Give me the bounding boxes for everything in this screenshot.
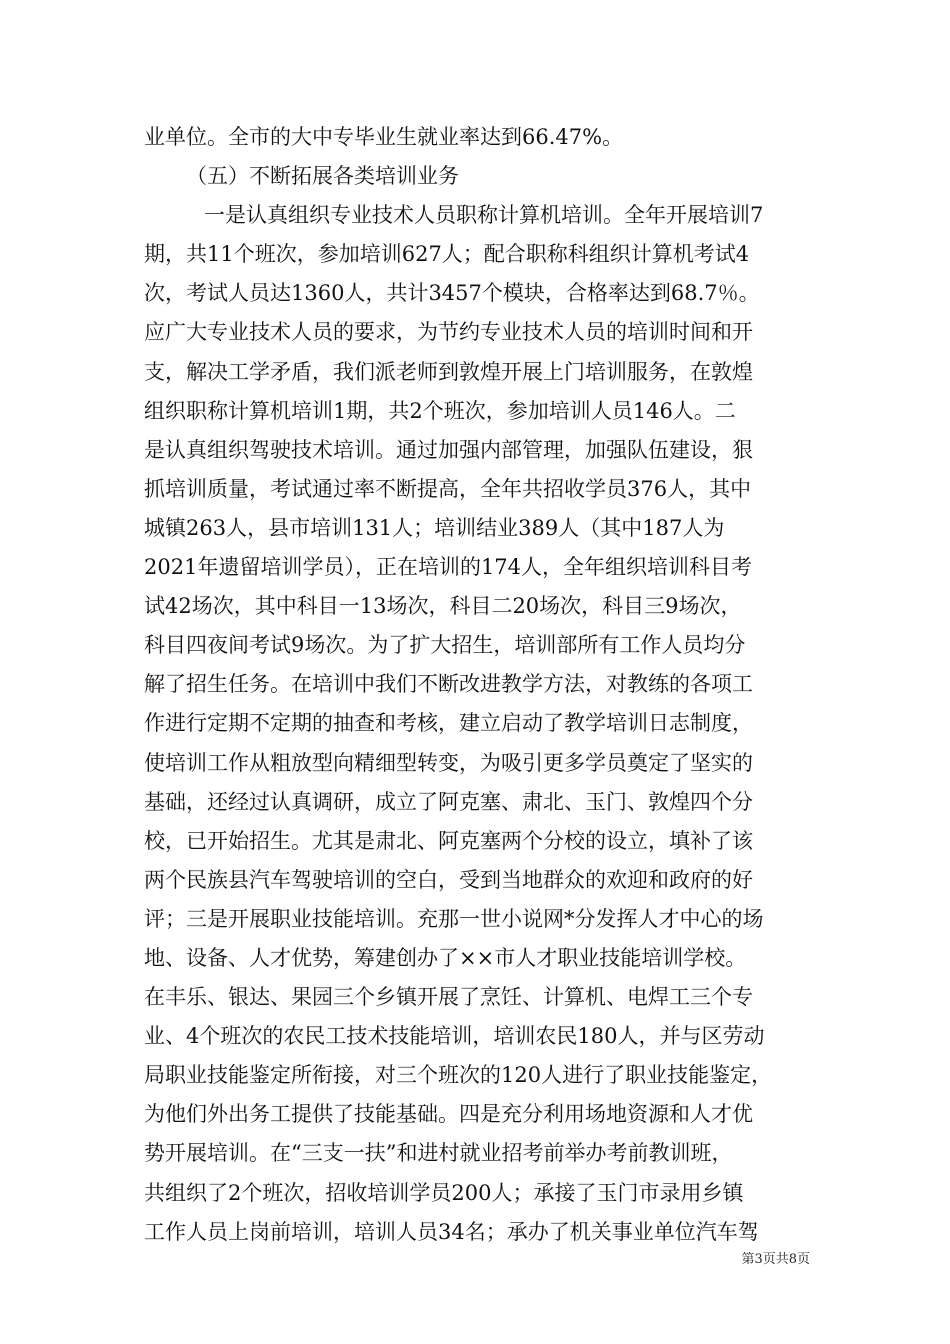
text-line: 作进行定期不定期的抽查和考核，建立启动了教学培训日志制度， (144, 711, 753, 736)
page-number-footer: 第3页共8页 (741, 1252, 810, 1267)
text-line: 评；三是开展职业技能培训。充那一世小说网*分发挥人才中心的场 (144, 906, 764, 931)
text-line: 是认真组织驾驶技术培训。通过加强内部管理，加强队伍建设，狠 (144, 437, 753, 462)
text-line: 应广大专业技术人员的要求，为节约专业技术人员的培训时间和开 (144, 320, 753, 345)
text-line: 使培训工作从粗放型向精细型转变，为吸引更多学员奠定了坚实的 (144, 750, 753, 775)
section-heading: （五）不断拓展各类培训业务 (186, 164, 459, 189)
text-line: 业、4个班次的农民工技术技能培训，培训农民180人，并与区劳动 (144, 1024, 765, 1049)
text-line: 共组织了2个班次，招收培训学员200人；承接了玉门市录用乡镇 (144, 1180, 744, 1205)
text-line: 支，解决工学矛盾，我们派老师到敦煌开展上门培训服务，在敦煌 (144, 359, 753, 384)
text-line: 解了招生任务。在培训中我们不断改进教学方法，对教练的各项工 (144, 672, 753, 697)
text-line: 局职业技能鉴定所衔接，对三个班次的120人进行了职业技能鉴定， (144, 1063, 773, 1088)
text-line: 城镇263人，县市培训131人；培训结业389人（其中187人为 (144, 515, 725, 540)
text-line: 科目四夜间考试9场次。为了扩大招生，培训部所有工作人员均分 (144, 633, 746, 658)
text-line: 业单位。全市的大中专毕业生就业率达到66.47%。 (144, 125, 624, 149)
text-line: 地、设备、人才优势，筹建创办了××市人才职业技能培训学校。 (144, 945, 747, 970)
text-line: 基础，还经过认真调研，成立了阿克塞、肃北、玉门、敦煌四个分 (144, 789, 753, 814)
text-line: 校，已开始招生。尤其是肃北、阿克塞两个分校的设立，填补了该 (144, 828, 753, 853)
text-line: 势开展培训。在“三支一扶”和进村就业招考前举办考前教训班， (144, 1141, 733, 1166)
text-line: 为他们外出务工提供了技能基础。四是充分利用场地资源和人才优 (144, 1102, 753, 1127)
text-line: 期，共11个班次，参加培训627人；配合职称科组织计算机考试4 (144, 242, 750, 267)
text-line: 试42场次，其中科目一13场次，科目二20场次，科目三9场次， (144, 594, 742, 619)
text-line: 2021年遗留培训学员），正在培训的174人，全年组织培训科目考 (144, 555, 753, 580)
text-line: 抓培训质量，考试通过率不断提高，全年共招收学员376人，其中 (144, 476, 752, 501)
text-line: 次，考试人员达1360人，共计3457个模块，合格率达到68.7％。 (144, 281, 760, 306)
body-text (144, 118, 808, 1252)
text-line: 一是认真组织专业技术人员职称计算机培训。全年开展培训7 (204, 203, 764, 228)
text-line: 工作人员上岗前培训，培训人员34名；承办了机关事业单位汽车驾 (144, 1219, 759, 1244)
text-line: 在丰乐、银达、果园三个乡镇开展了烹饪、计算机、电焊工三个专 (144, 985, 753, 1010)
text-line: 两个民族县汽车驾驶培训的空白，受到当地群众的欢迎和政府的好 (144, 867, 753, 892)
text-line: 组织职称计算机培训1期，共2个班次，参加培训人员146人。二 (144, 398, 736, 423)
